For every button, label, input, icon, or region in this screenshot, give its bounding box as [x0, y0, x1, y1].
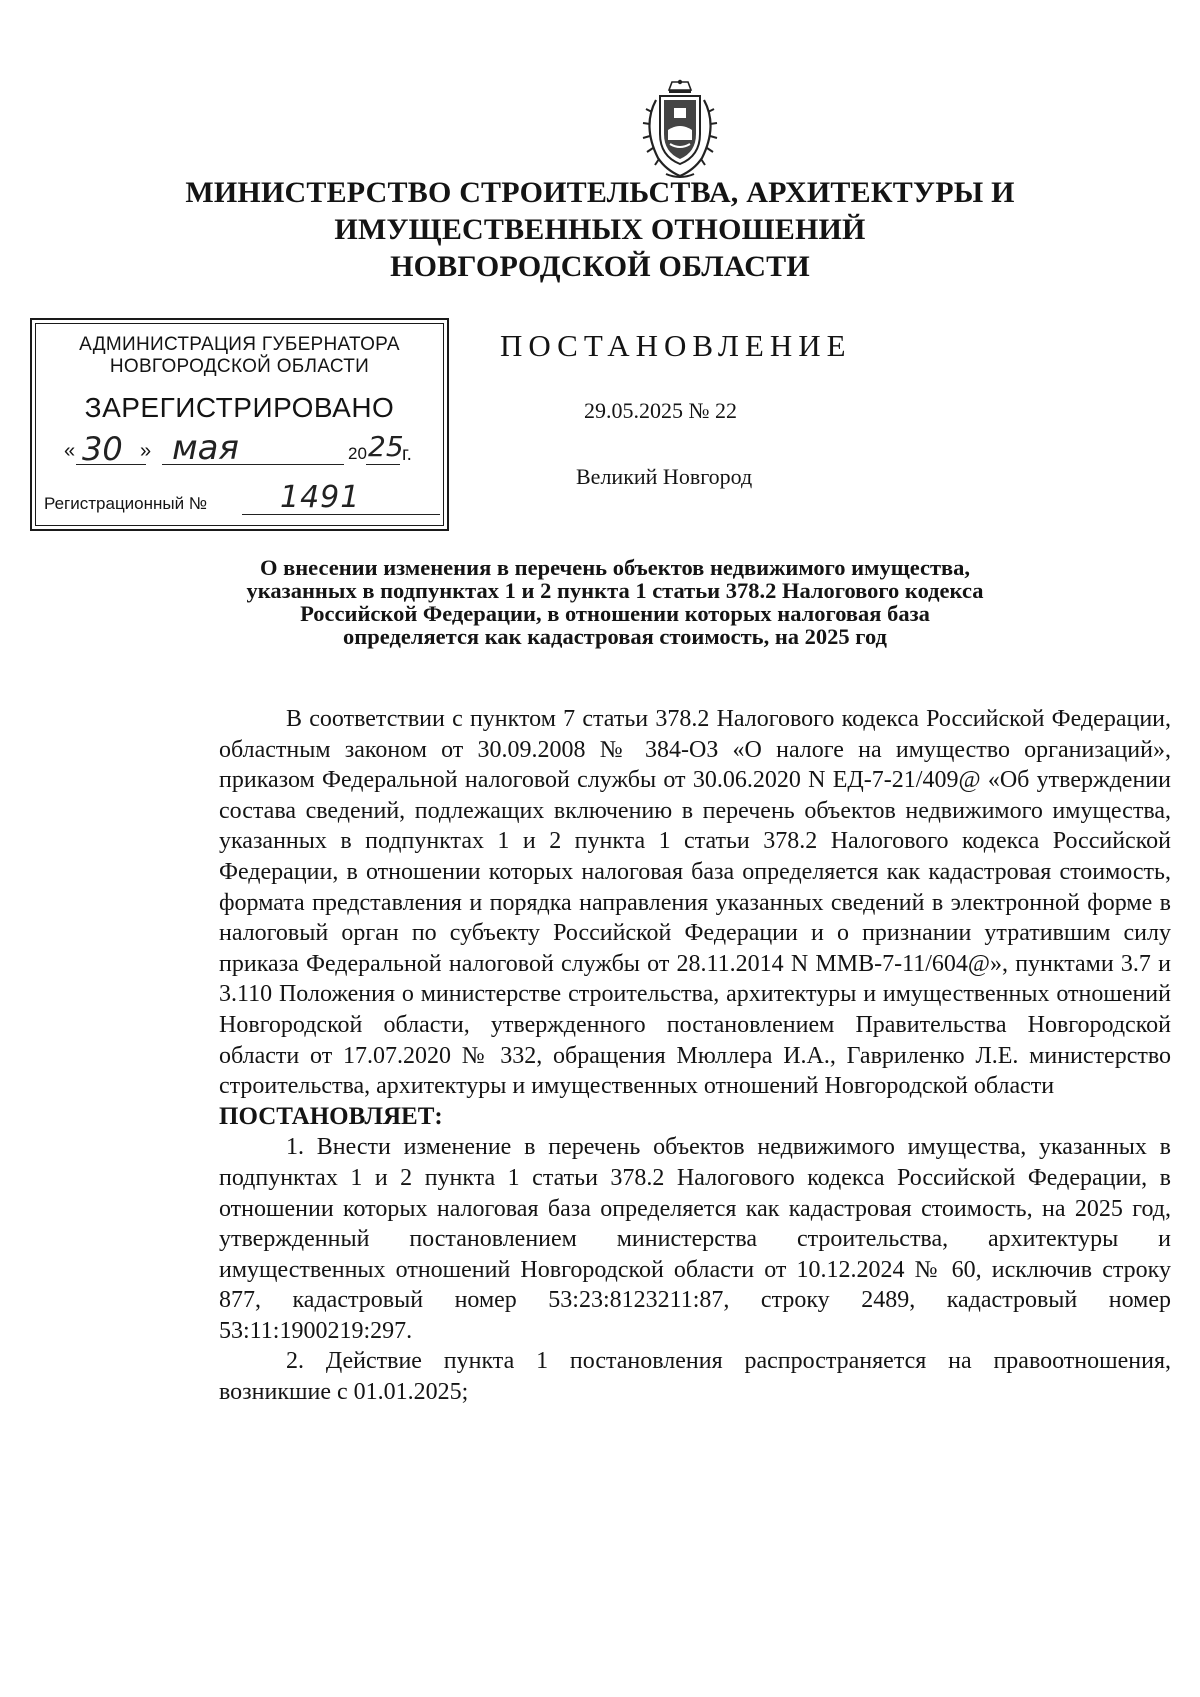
stamp-status: ЗАРЕГИСТРИРОВАНО	[84, 392, 395, 423]
ministry-title-line: ИМУЩЕСТВЕННЫХ ОТНОШЕНИЙ	[334, 213, 866, 246]
stamp-year-suffix: 25	[368, 430, 404, 463]
document-heading	[175, 556, 1055, 648]
heading-line: Российской Федерации, в отношении которых налоговая база	[300, 601, 930, 626]
stamp-day: 30	[82, 430, 123, 468]
stamp-reg-underline	[242, 514, 440, 515]
stamp-quote-open: «	[64, 440, 76, 462]
document-body	[219, 704, 1171, 1408]
stamp-inner-frame	[35, 323, 444, 526]
stamp-quote-close: »	[140, 440, 152, 462]
stamp-org-line: НОВГОРОДСКОЙ ОБЛАСТИ	[109, 356, 370, 377]
item-paragraph: 2. Действие пункта 1 постановления распространяется на правоотношения, возникшие с 01.01.2025;	[219, 1348, 1171, 1406]
stamp-reg-label: Регистрационный №	[44, 494, 208, 513]
ministry-title-line: НОВГОРОДСКОЙ ОБЛАСТИ	[390, 250, 810, 283]
registration-stamp	[30, 318, 449, 531]
document-type: ПОСТАНОВЛЕНИЕ	[500, 328, 852, 363]
stamp-year-underline	[366, 464, 400, 465]
preamble-paragraph: В соответствии с пунктом 7 статьи 378.2 Налогового кодекса Российской Федерации, областным законом от 30.09.2008 № 384-ОЗ «О налоге на имущество организаций», приказом Федеральной налоговой службы от 30.06.2020 N ЕД-7-21/409@ «Об утверждении состава сведений, подлежащих включению в перечень объектов недвижимого имущества, указанных в подпунктах 1 и 2 пункта 1 статьи 378.2 Налогового кодекса Российской Федерации, в отношении которых налоговая база определяется как кадастровая стоимость, формата представления и порядка направления указанных сведений в электронной форме в налоговый орган по субъекту Российской Федерации и о признании утратившим силу приказа Федеральной налоговой службы от 28.11.2014 N ММВ-7-11/604@», пунктами 3.7 и 3.110 Положения о министерстве строительства, архитектуры и имущественных отношений Новгородской области, утвержденного постановлением Правительства Новгородской области от 17.07.2020 № 332, обращения Мюллера И.А., Гавриленко Л.Е. министерство строительства, архитектуры и имущественных отношений Новгородской области	[219, 706, 1171, 1100]
coat-of-arms-icon	[632, 78, 728, 182]
stamp-date	[64, 428, 434, 468]
stamp-reg-number: 1491	[280, 480, 361, 515]
item-paragraph: 1. Внести изменение в перечень объектов недвижимого имущества, указанных в подпунктах 1 и 2 пункта 1 статьи 378.2 Налогового кодекса Российской Федерации, в отношении которых налоговая база определяется как кадастровая стоимость, на 2025 год, утвержденный постановлением министерства строительства, архитектуры и имущественных отношений Новгородской области от 10.12.2024 № 60, исключив строку 877, кадастровый номер 53:23:8123211:87, строку 2489, кадастровый номер 53:11:1900219:297.	[219, 1134, 1171, 1344]
stamp-month-underline	[162, 464, 344, 465]
heading-line: определяется как кадастровая стоимость, на 2025 год	[343, 624, 887, 649]
document-date-number: 29.05.2025 № 22	[584, 398, 737, 423]
ministry-title-line: МИНИСТЕРСТВО СТРОИТЕЛЬСТВА, АРХИТЕКТУРЫ И	[185, 176, 1015, 209]
stamp-year-prefix: 20	[348, 444, 367, 463]
ministry-title	[180, 174, 1020, 285]
stamp-month: мая	[172, 428, 239, 468]
stamp-day-underline	[76, 464, 146, 465]
heading-line: О внесении изменения в перечень объектов недвижимого имущества,	[259, 555, 971, 580]
heading-line: указанных в подпунктах 1 и 2 пункта 1 статьи 378.2 Налогового кодекса	[246, 578, 984, 603]
stamp-year-unit: г.	[402, 444, 412, 465]
document-city: Великий Новгород	[576, 464, 753, 489]
decree-keyword: ПОСТАНОВЛЯЕТ:	[219, 1102, 443, 1130]
stamp-org-line: АДМИНИСТРАЦИЯ ГУБЕРНАТОРА	[79, 334, 400, 355]
stamp-registration	[44, 480, 444, 518]
